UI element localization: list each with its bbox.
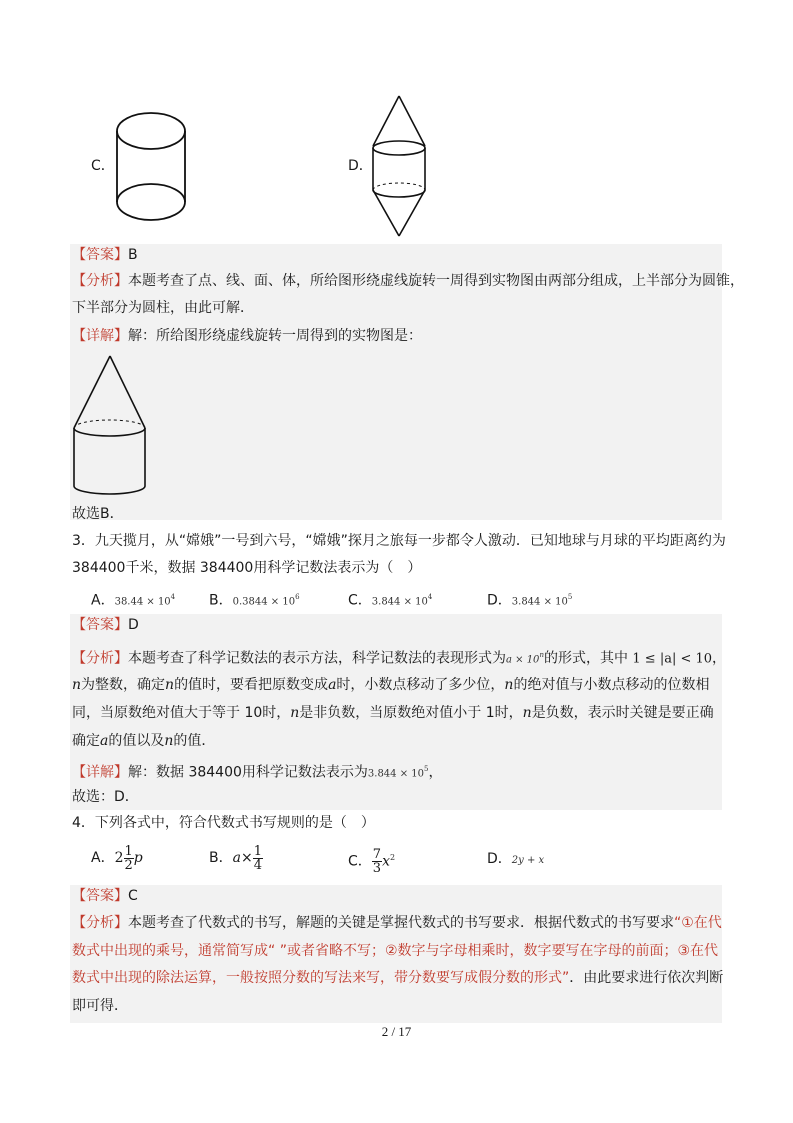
- q4-option-c: C． $\frac{7}{3}$ $x^2$: [348, 847, 396, 877]
- q4-answer: 【答案】C: [72, 888, 138, 904]
- cone-on-cylinder-figure: [72, 352, 148, 498]
- q4-analysis-line3: 数式中出现的除法运算，一般按照分数的写法来写，带分数要写成假分数的形式”．由此要求进行依次判断: [72, 970, 724, 986]
- q4-option-d: D．2y + x: [487, 851, 545, 867]
- q3-option-d: D．$3.844 \times 10^5$: [487, 592, 573, 609]
- q3-analysis-line2: n为整数，确定n的值时，要看把原数变成a时，小数点移动了多少位，n的绝对值与小数点移动的位数相: [72, 677, 710, 693]
- q2-analysis-line2: 下半部分为圆柱，由此可解．: [72, 300, 254, 316]
- q2-analysis-line1: 【分析】本题考查了点、线、面、体，所给图形绕虚线旋转一周得到实物图由两部分组成，上半部分为圆锥，: [72, 273, 744, 289]
- q4-option-b: B．a× $\frac{1}{4}$: [209, 843, 262, 873]
- q2-conclusion: 故选B．: [72, 506, 124, 522]
- q3-conclusion: 故选：D．: [72, 789, 139, 805]
- option-d-label: D．: [348, 158, 373, 174]
- q3-detail: 【详解】解：数据 384400用科学记数法表示为$3.844 \times 10^5$，: [72, 764, 443, 781]
- q2-detail: 【详解】解：所给图形绕虚线旋转一周得到的实物图是：: [72, 328, 422, 344]
- q4-stem: 4．下列各式中，符合代数式书写规则的是（ ）: [72, 815, 375, 831]
- q3-stem-line2: 384400千米，数据 384400用科学记数法表示为（ ）: [72, 560, 422, 576]
- q3-analysis-line1: 【分析】本题考查了科学记数法的表示方法，科学记数法的表现形式为$a \times 10^n$的形式，其中 1 ≤ |a| < 10，: [72, 650, 727, 667]
- q3-stem-line1: 3．九天揽月，从“嫦娥”一号到六号，“嫦娥”探月之旅每一步都令人激动．已知地球与月球的平均距离约为: [72, 533, 726, 549]
- q4-analysis-line1: 【分析】本题考查了代数式的书写，解题的关键是掌握代数式的书写要求．根据代数式的书写要求“①在代: [72, 915, 722, 931]
- page-number: 2 / 17: [381, 1024, 412, 1039]
- q4-option-a: A．2 $\frac{1}{2}$ p: [91, 843, 143, 873]
- q3-analysis-line4: 确定a的值以及n的值．: [72, 733, 216, 749]
- q3-option-c: C．$3.844 \times 10^4$: [348, 592, 433, 609]
- q3-option-a: A．$38.44 \times 10^4$: [91, 592, 176, 609]
- q3-answer: 【答案】D: [72, 617, 139, 633]
- double-cone-cylinder-figure: [365, 92, 433, 240]
- cylinder-figure: [108, 104, 194, 226]
- option-c-label: C．: [91, 158, 115, 174]
- q2-answer: 【答案】B: [72, 247, 138, 263]
- q3-option-b: B．$0.3844 \times 10^6$: [209, 592, 300, 609]
- q4-analysis-line4: 即可得．: [72, 998, 128, 1014]
- q3-analysis-line3: 同，当原数绝对值大于等于 10时，n是非负数，当原数绝对值小于 1时，n是负数，表示时关键是要正确: [72, 705, 714, 721]
- q4-analysis-line2: 数式中出现的乘号，通常简写成“ ”或者省略不写；②数字与字母相乘时，数字要写在字母的前面；③在代: [72, 943, 719, 959]
